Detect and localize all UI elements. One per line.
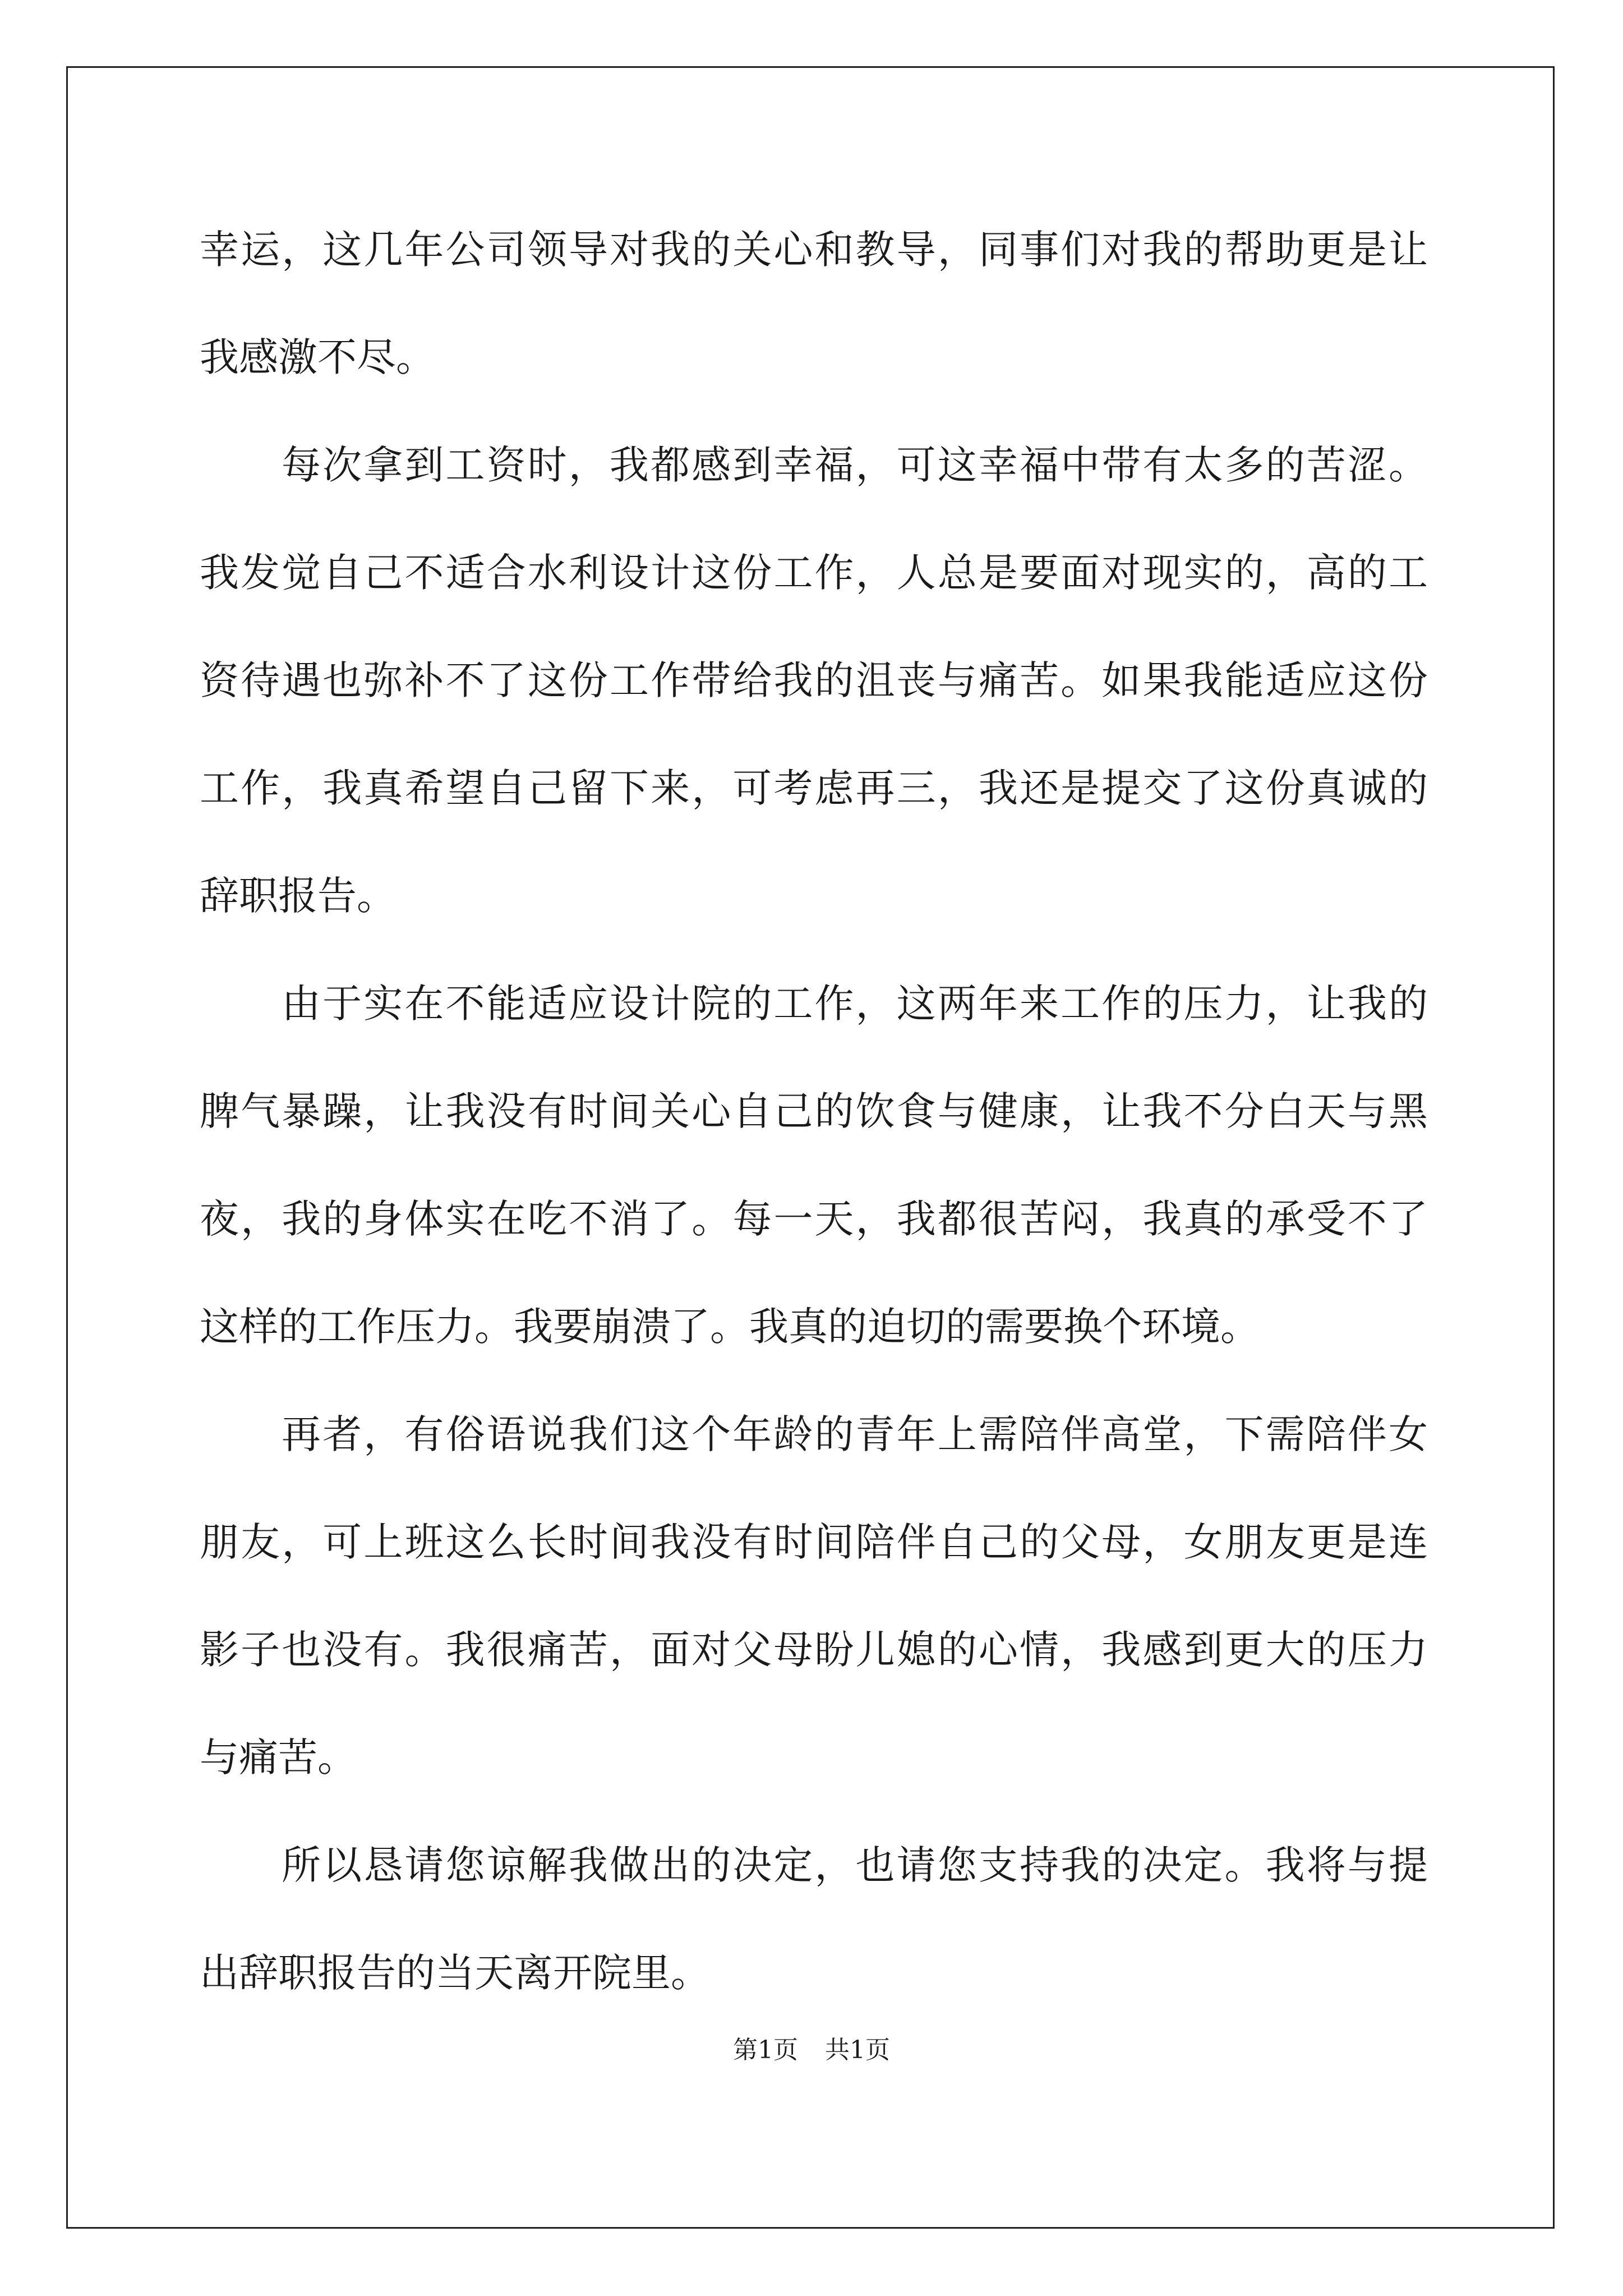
paragraph-first-line: 由于实在不能适应设计院的工作，这两年来工作的压力，让我的 xyxy=(282,981,1428,1027)
text-line: 与痛苦。 xyxy=(200,1734,357,1780)
text-line: 脾气暴躁，让我没有时间关心自己的饮食与健康，让我不分白天与黑 xyxy=(200,1088,1428,1134)
text-line: 影子也没有。我很痛苦，面对父母盼儿媳的心情，我感到更大的压力 xyxy=(200,1627,1428,1673)
text-line: 夜，我的身体实在吃不消了。每一天，我都很苦闷，我真的承受不了 xyxy=(200,1196,1428,1242)
page-footer xyxy=(0,2030,1623,2065)
text-line: 辞职报告。 xyxy=(200,873,396,919)
text-line: 我感激不尽。 xyxy=(200,334,435,380)
text-line: 出辞职报告的当天离开院里。 xyxy=(200,1950,710,1996)
text-line: 工作，我真希望自己留下来，可考虑再三，我还是提交了这份真诚的 xyxy=(200,765,1428,811)
text-line: 幸运，这几年公司领导对我的关心和教导，同事们对我的帮助更是让 xyxy=(200,227,1428,273)
page-number: 第1页 xyxy=(733,2036,798,2064)
text-line: 朋友，可上班这么长时间我没有时间陪伴自己的父母，女朋友更是连 xyxy=(200,1519,1428,1565)
paragraph-first-line: 每次拿到工资时，我都感到幸福，可这幸福中带有太多的苦涩。 xyxy=(282,442,1428,488)
paragraph-first-line: 再者，有俗语说我们这个年龄的青年上需陪伴高堂，下需陪伴女 xyxy=(282,1411,1428,1457)
text-line: 我发觉自己不适合水利设计这份工作，人总是要面对现实的，高的工 xyxy=(200,550,1428,596)
text-line: 这样的工作压力。我要崩溃了。我真的迫切的需要换个环境。 xyxy=(200,1304,1260,1350)
document-body xyxy=(200,216,1428,2047)
text-line: 资待遇也弥补不了这份工作带给我的沮丧与痛苦。如果我能适应这份 xyxy=(200,657,1428,703)
paragraph-first-line: 所以恳请您谅解我做出的决定，也请您支持我的决定。我将与提 xyxy=(282,1842,1428,1888)
page-total: 共1页 xyxy=(825,2036,890,2064)
